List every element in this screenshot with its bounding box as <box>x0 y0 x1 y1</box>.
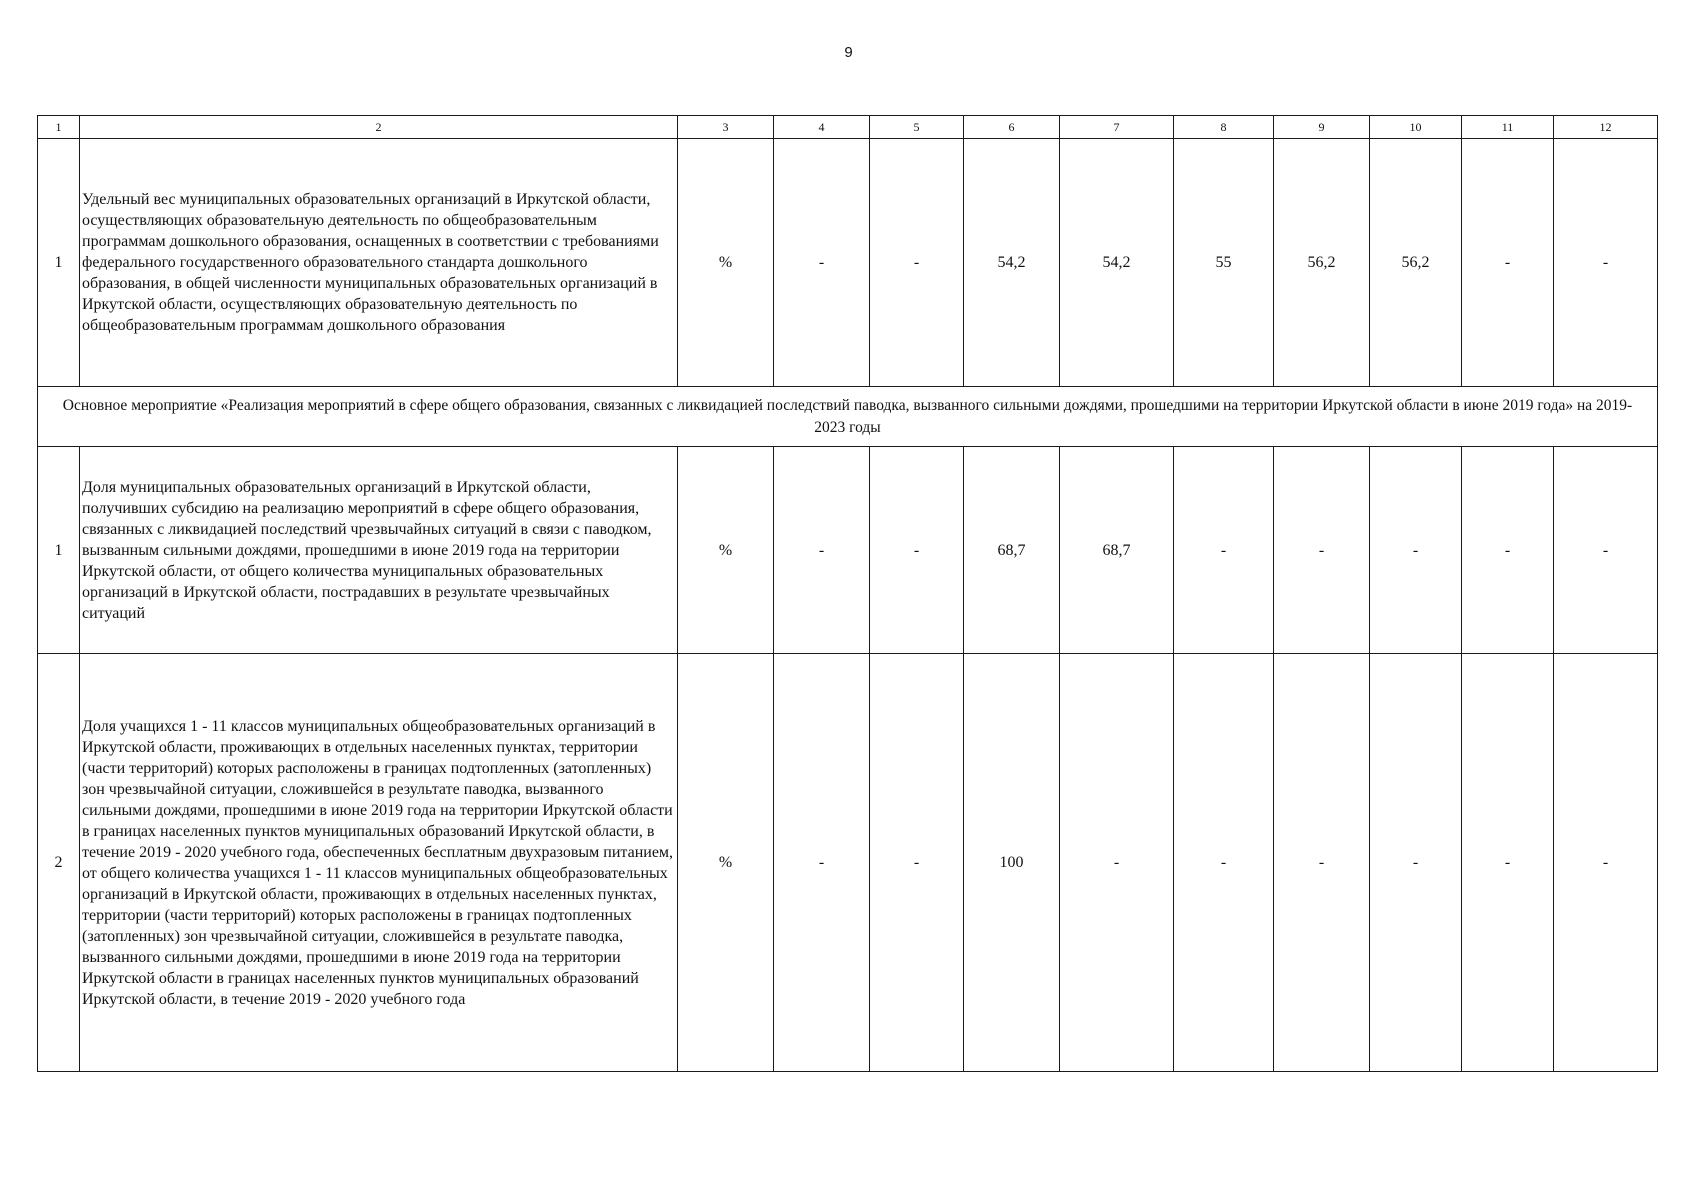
value-cell: - <box>1462 654 1554 1072</box>
value-cell: - <box>1462 447 1554 654</box>
indicator-description: Доля учащихся 1 - 11 классов муниципальных общеобразовательных организаций в Иркутской области, проживающих в отдельных населенных пунктах, территории (части территорий) которых расположены в границах подтопленных (затопленных) зон чрезвычайной ситуации, сложившейся в результате паводка, вызванного сильными дождями, прошедшими в июне 2019 года на территории Иркутской области в границах населенных пунктов муниципальных образований Иркутской области, в течение 2019 - 2020 учебного года, обеспеченных бесплатным двухразовым питанием, от общего количества учащихся 1 - 11 классов муниципальных общеобразовательных организаций в Иркутской области, проживающих в отдельных населенных пунктах, территории (части территорий) которых расположены в границах подтопленных (затопленных) зон чрезвычайной ситуации, сложившейся в результате паводка, вызванного сильными дождями, прошедшими в июне 2019 года на территории Иркутской области в границах населенных пунктов муниципальных образований Иркутской области, в течение 2019 - 2020 учебного года <box>80 654 678 1072</box>
column-number-header: 12 <box>1554 116 1658 139</box>
value-cell: - <box>1274 654 1370 1072</box>
value-cell: 68,7 <box>964 447 1060 654</box>
indicators-table <box>37 115 1658 1072</box>
value-cell: 56,2 <box>1370 139 1462 387</box>
section-title: Основное мероприятие «Реализация мероприятий в сфере общего образования, связанных с ликвидацией последствий паводка, вызванного сильными дождями, прошедшими на территории Иркутской области в июне 2019 года» на 2019-2023 годы <box>38 387 1658 447</box>
column-number-header: 11 <box>1462 116 1554 139</box>
row-number: 1 <box>38 447 80 654</box>
value-cell: - <box>870 654 964 1072</box>
table-row <box>38 139 1658 387</box>
value-cell: - <box>1174 654 1274 1072</box>
unit-cell: % <box>678 447 774 654</box>
value-cell: 54,2 <box>964 139 1060 387</box>
unit-cell: % <box>678 654 774 1072</box>
value-cell: 54,2 <box>1060 139 1174 387</box>
column-number-header: 10 <box>1370 116 1462 139</box>
unit-cell: % <box>678 139 774 387</box>
value-cell: - <box>1274 447 1370 654</box>
value-cell: - <box>1174 447 1274 654</box>
column-number-header: 6 <box>964 116 1060 139</box>
row-number: 2 <box>38 654 80 1072</box>
column-number-header: 4 <box>774 116 870 139</box>
value-cell: - <box>774 654 870 1072</box>
value-cell: - <box>1370 447 1462 654</box>
value-cell: - <box>870 139 964 387</box>
value-cell: - <box>1554 139 1658 387</box>
value-cell: - <box>774 447 870 654</box>
value-cell: 100 <box>964 654 1060 1072</box>
indicator-description: Доля муниципальных образовательных организаций в Иркутской области, получивших субсидию на реализацию мероприятий в сфере общего образования, связанных с ликвидацией последствий чрезвычайных ситуаций в связи с паводком, вызванным сильными дождями, прошедшими в июне 2019 года на территории Иркутской области, от общего количества муниципальных образовательных организаций в Иркутской области, пострадавших в результате чрезвычайных ситуаций <box>80 447 678 654</box>
column-number-header: 1 <box>38 116 80 139</box>
value-cell: - <box>1554 447 1658 654</box>
column-number-header: 9 <box>1274 116 1370 139</box>
value-cell: - <box>1554 654 1658 1072</box>
value-cell: - <box>1060 654 1174 1072</box>
column-number-header: 8 <box>1174 116 1274 139</box>
column-number-header: 5 <box>870 116 964 139</box>
page-number: 9 <box>844 44 853 61</box>
value-cell: 68,7 <box>1060 447 1174 654</box>
value-cell: - <box>774 139 870 387</box>
indicator-description: Удельный вес муниципальных образовательных организаций в Иркутской области, осуществляющих образовательную деятельность по общеобразовательным программам дошкольного образования, оснащенных в соответствии с требованиями федерального государственного образовательного стандарта дошкольного образования, в общей численности муниципальных образовательных организаций в Иркутской области, осуществляющих образовательную деятельность по общеобразовательным программам дошкольного образования <box>80 139 678 387</box>
column-number-header: 7 <box>1060 116 1174 139</box>
value-cell: 56,2 <box>1274 139 1370 387</box>
table-row <box>38 654 1658 1072</box>
value-cell: - <box>870 447 964 654</box>
section-row <box>38 387 1658 447</box>
value-cell: 55 <box>1174 139 1274 387</box>
column-number-row <box>38 116 1658 139</box>
row-number: 1 <box>38 139 80 387</box>
value-cell: - <box>1370 654 1462 1072</box>
column-number-header: 2 <box>80 116 678 139</box>
column-number-header: 3 <box>678 116 774 139</box>
table-row <box>38 447 1658 654</box>
value-cell: - <box>1462 139 1554 387</box>
